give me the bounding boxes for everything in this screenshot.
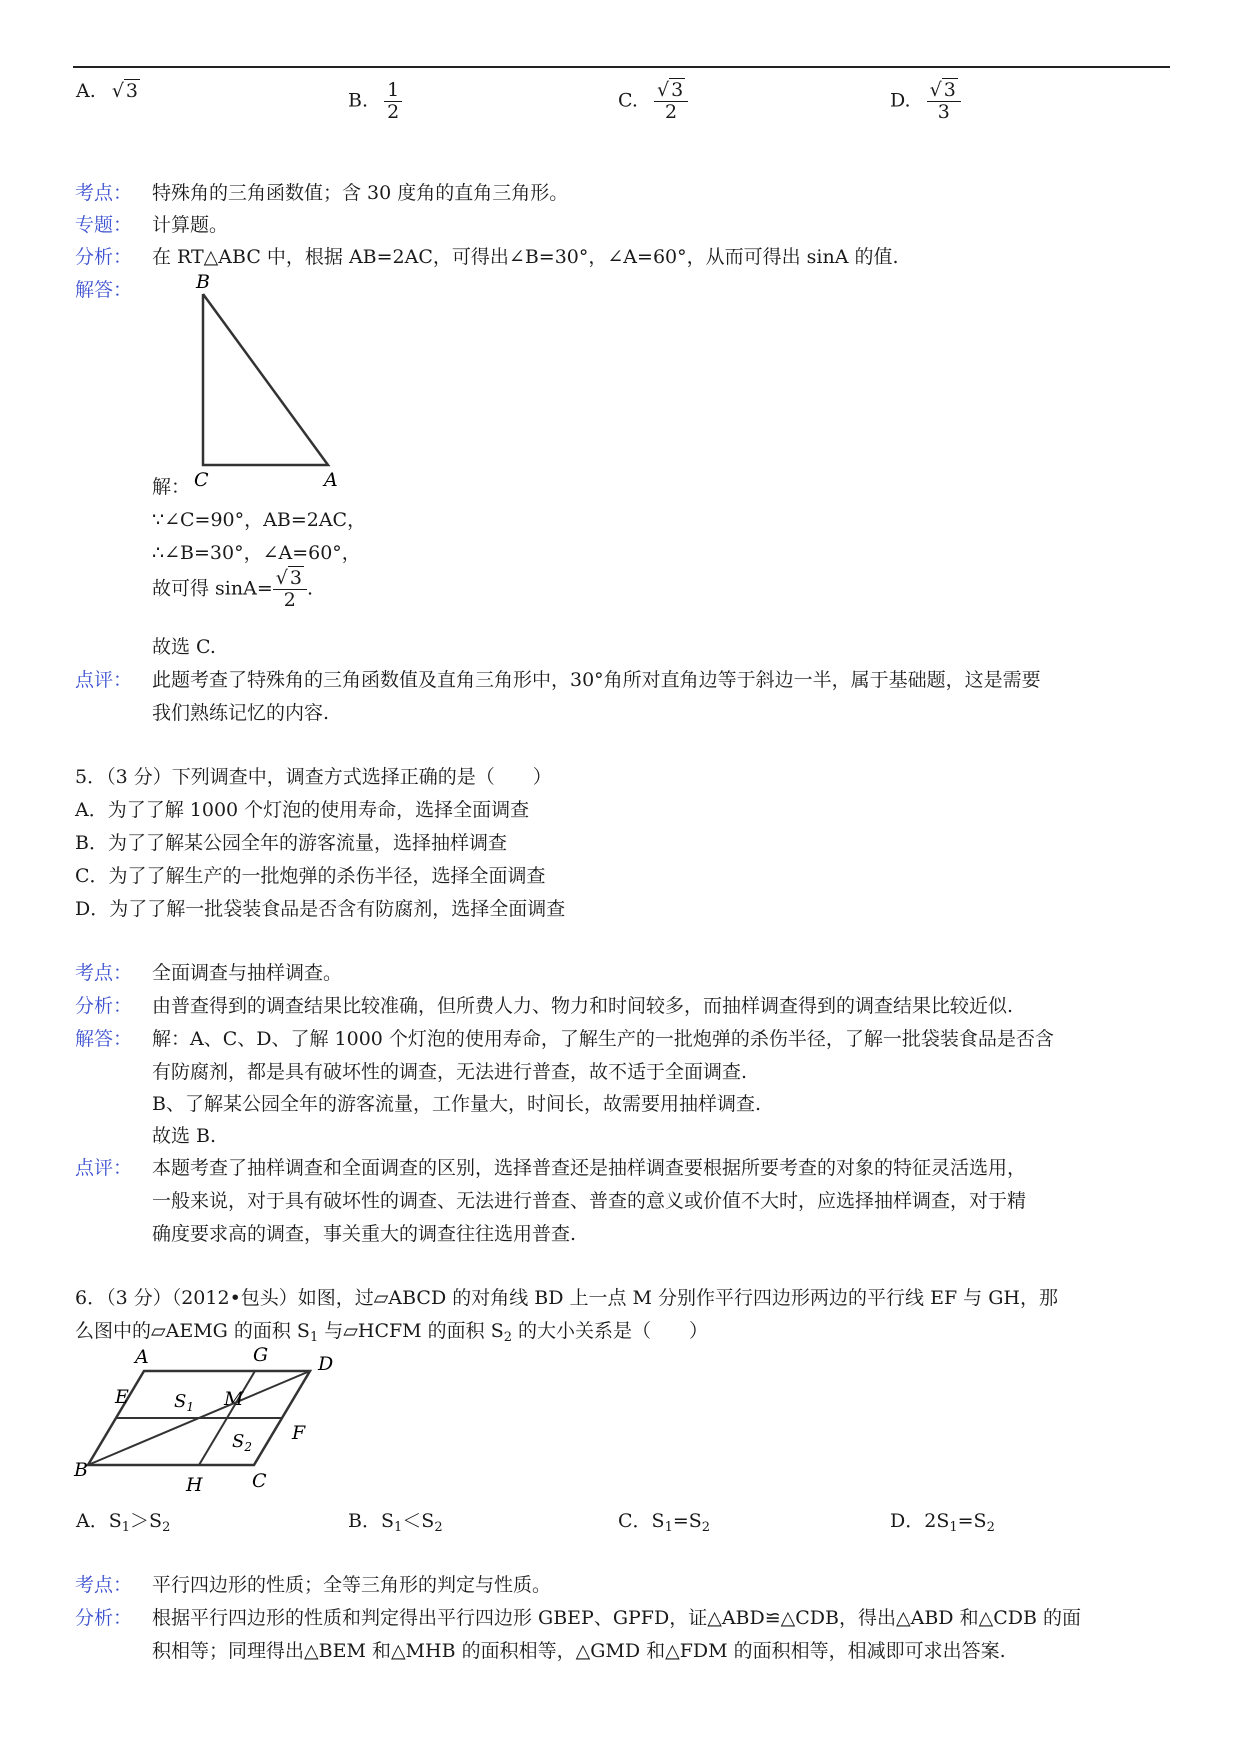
- vertex-label-b: B: [196, 271, 210, 293]
- q4-dianping-line1: 此题考查了特殊角的三角函数值及直角三角形中，30°角所对直角边等于斜边一半，属于基础题，这是需要: [152, 669, 1041, 691]
- q4-dianping-line2: 我们熟练记忆的内容.: [152, 702, 330, 724]
- subscript: 1: [664, 1520, 673, 1535]
- option-text: =S: [672, 1510, 702, 1532]
- sqrt-expression: √ 3: [111, 80, 139, 102]
- subscript: 1: [394, 1520, 403, 1535]
- q5-jieda-line3: B、了解某公园全年的游客流量，工作量大，时间长，故需要用抽样调查.: [152, 1093, 762, 1115]
- q6-stem-line1: 6．（3 分）（2012•包头）如图，过▱ABCD 的对角线 BD 上一点 M 分别作平行四边形两边的平行线 EF 与 GH，那: [75, 1287, 1058, 1309]
- q6-option-b: [348, 1506, 443, 1535]
- vertex-label-a: A: [135, 1346, 149, 1368]
- numerator: √ 3: [654, 80, 688, 102]
- numerator: √ 3: [927, 80, 961, 102]
- q4-solution-line3: [152, 568, 313, 611]
- denominator: 2: [283, 588, 296, 611]
- period: .: [306, 577, 313, 600]
- stem-text: 么图中的▱AEMG 的面积 S: [75, 1320, 310, 1342]
- vertex-label-e: E: [115, 1386, 129, 1408]
- option-letter: B．: [348, 1510, 381, 1532]
- option-text: =S: [957, 1510, 987, 1532]
- vertex-label-b: B: [74, 1459, 88, 1481]
- option-letter: A.: [76, 80, 96, 102]
- option-letter: C.: [618, 89, 638, 112]
- q4-fenxi-label: 分析：: [75, 246, 133, 268]
- q4-option-b: [348, 80, 402, 123]
- denominator: 2: [665, 100, 678, 123]
- radicand: 3: [671, 79, 684, 101]
- fraction: [654, 80, 688, 123]
- fraction: [273, 568, 307, 611]
- option-letter: D.: [890, 89, 911, 112]
- q4-solution-line2: ∴∠B=30°，∠A=60°，: [152, 542, 361, 564]
- q6-fenxi-label: 分析：: [75, 1607, 133, 1629]
- q5-dianping-line2: 一般来说，对于具有破坏性的调查、无法进行普查、普查的意义或价值不大时，应选择抽样调查，对于精: [152, 1190, 1027, 1212]
- top-rule: [73, 66, 1170, 68]
- q5-fenxi: 由普查得到的调查结果比较准确，但所费人力、物力和时间较多，而抽样调查得到的调查结果比较近似.: [152, 995, 1014, 1017]
- option-text: S: [380, 1510, 394, 1532]
- vertex-label-a: A: [324, 469, 338, 491]
- q5-jieda-line2: 有防腐剂，都是具有破坏性的调查，无法进行普查，故不适于全面调查.: [152, 1061, 748, 1083]
- q4-kaodian: 特殊角的三角函数值；含 30 度角的直角三角形。: [152, 182, 569, 204]
- denominator: 3: [937, 100, 950, 123]
- subscript: 2: [434, 1520, 443, 1535]
- q6-kaodian-label: 考点：: [75, 1574, 133, 1596]
- q5-dianping-line1: 本题考查了抽样调查和全面调查的区别，选择普查还是抽样调查要根据所要考查的对象的特征灵活选用，: [152, 1157, 1027, 1179]
- radicand: 3: [943, 79, 956, 101]
- option-letter: C．: [618, 1510, 652, 1532]
- subscript: 2: [503, 1330, 512, 1345]
- q5-fenxi-label: 分析：: [75, 995, 133, 1017]
- q4-fenxi: 在 RT△ABC 中，根据 AB=2AC，可得出∠B=30°，∠A=60°，从而可得出 sinA 的值.: [152, 246, 899, 268]
- q5-kaodian: 全面调查与抽样调查。: [152, 962, 343, 984]
- q4-option-a: [76, 80, 140, 102]
- option-letter: D．: [890, 1510, 925, 1532]
- point-label-m: M: [224, 1388, 244, 1410]
- right-triangle-figure: [180, 268, 350, 493]
- fraction: [384, 80, 402, 123]
- q6-kaodian: 平行四边形的性质；全等三角形的判定与性质。: [152, 1574, 552, 1596]
- subscript: 1: [309, 1330, 319, 1345]
- q4-jieda-label: 解答：: [75, 279, 133, 301]
- q5-kaodian-label: 考点：: [75, 962, 133, 984]
- q5-jieda-label: 解答：: [75, 1028, 133, 1050]
- vertex-label-c: C: [252, 1470, 267, 1492]
- q6-fenxi-line2: 积相等；同理得出△BEM 和△MHB 的面积相等，△GMD 和△FDM 的面积相等，相减即可求出答案.: [152, 1640, 1006, 1662]
- option-text: ＜S: [402, 1510, 435, 1532]
- q6-option-c: [618, 1506, 710, 1535]
- subscript: 1: [949, 1520, 958, 1535]
- q5-option-d: D．为了了解一批袋装食品是否含有防腐剂，选择全面调查: [75, 898, 566, 920]
- subscript: 2: [986, 1520, 995, 1535]
- q4-option-c: [618, 80, 688, 123]
- denominator: 2: [387, 100, 400, 123]
- q5-jieda-line1: 解：A、C、D、了解 1000 个灯泡的使用寿命，了解生产的一批炮弹的杀伤半径，了解一批袋装食品是否含: [152, 1028, 1054, 1050]
- subscript: 2: [162, 1520, 171, 1535]
- q4-zhuanti-label: 专题：: [75, 214, 133, 236]
- q6-option-a: [76, 1506, 170, 1535]
- parallelogram-figure: [70, 1345, 350, 1495]
- option-letter: A．: [76, 1510, 109, 1532]
- vertex-label-h: H: [186, 1474, 203, 1495]
- q5-jieda-line4: 故选 B.: [152, 1125, 217, 1147]
- option-text: S: [651, 1510, 665, 1532]
- radicand: 3: [289, 567, 302, 589]
- q5-stem: 5．（3 分）下列调查中，调查方式选择正确的是（ ）: [75, 766, 552, 788]
- option-text: ＞S: [130, 1510, 163, 1532]
- subscript: 2: [701, 1520, 711, 1535]
- radicand: 3: [125, 80, 139, 102]
- q5-option-b: B．为了了解某公园全年的游客流量，选择抽样调查: [75, 832, 507, 854]
- q6-stem-line2: [75, 1316, 708, 1345]
- vertex-label-c: C: [194, 469, 209, 491]
- q5-option-c: C．为了了解生产的一批炮弹的杀伤半径，选择全面调查: [75, 865, 546, 887]
- q4-option-d: [890, 80, 961, 123]
- fraction: [927, 80, 961, 123]
- option-text: S: [108, 1510, 122, 1532]
- q4-kaodian-label: 考点：: [75, 182, 133, 204]
- q6-option-d: [890, 1506, 995, 1535]
- q5-option-a: A．为了了解 1000 个灯泡的使用寿命，选择全面调查: [75, 799, 530, 821]
- numerator: √ 3: [273, 568, 307, 590]
- q4-solution-jie: 解：: [152, 476, 191, 498]
- vertex-label-f: F: [292, 1422, 306, 1444]
- vertex-label-d: D: [318, 1353, 334, 1375]
- q5-dianping-line3: 确度要求高的调查，事关重大的调查往往选用普查.: [152, 1223, 577, 1245]
- q5-dianping-label: 点评：: [75, 1157, 133, 1179]
- q4-zhuanti: 计算题。: [152, 214, 229, 236]
- q4-solution-answer: 故选 C.: [152, 636, 216, 658]
- subscript: 1: [121, 1520, 131, 1535]
- triangle-abc: [203, 294, 328, 465]
- q6-fenxi-line1: 根据平行四边形的性质和判定得出平行四边形 GBEP、GPFD，证△ABD≌△CDB，得出△ABD 和△CDB 的面: [152, 1607, 1081, 1629]
- q4-dianping-label: 点评：: [75, 669, 133, 691]
- solution-text: 故可得 sinA=: [152, 577, 273, 600]
- stem-text: 与▱HCFM 的面积 S: [318, 1320, 504, 1342]
- vertex-label-g: G: [253, 1345, 269, 1366]
- q4-solution-line1: ∵∠C=90°，AB=2AC，: [152, 509, 367, 531]
- stem-text: 的大小关系是（ ）: [512, 1320, 709, 1342]
- option-text: 2S: [924, 1510, 950, 1532]
- numerator: 1: [384, 80, 402, 102]
- option-letter: B.: [348, 89, 369, 112]
- area-label-s1: $S_1$: [174, 1391, 194, 1414]
- area-label-s2: $S_2$: [232, 1431, 252, 1454]
